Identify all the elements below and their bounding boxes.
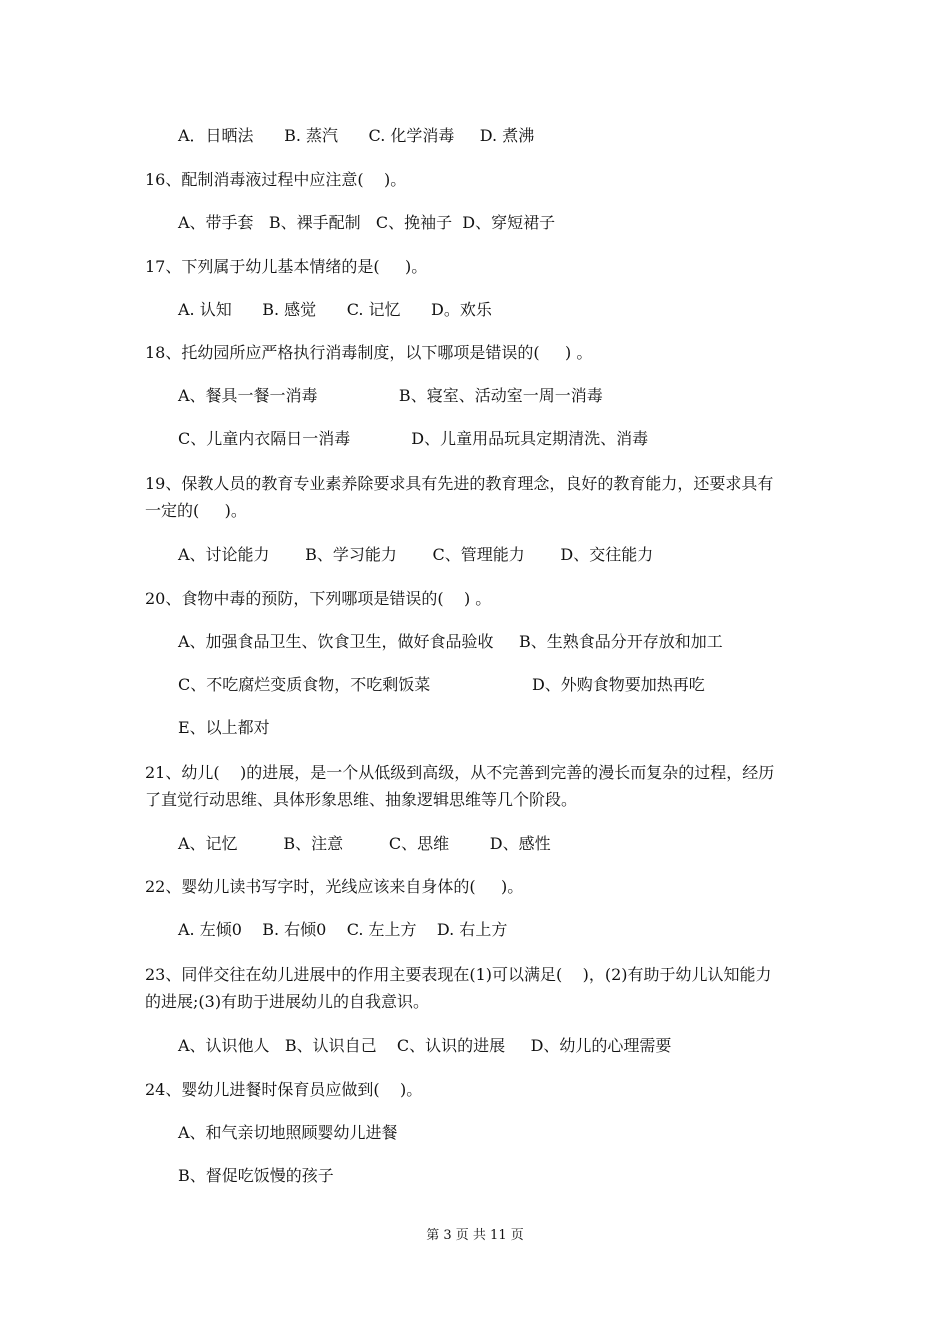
question-text: 的进展;(3)有助于进展幼儿的自我意识。	[145, 992, 430, 1011]
question-text: 23、同伴交往在幼儿进展中的作用主要表现在(1)可以满足( )，(2)有助于幼儿认知能力	[145, 965, 772, 984]
option-line: A、带手套 B、裸手配制 C、挽袖子 D、穿短裙子	[178, 213, 556, 232]
option-line: A. 认知 B. 感觉 C. 记忆 D。欢乐	[178, 300, 492, 319]
question-text: 20、食物中毒的预防，下列哪项是错误的( ) 。	[145, 589, 492, 608]
question-text: 一定的( )。	[145, 501, 247, 520]
option-line: A、餐具一餐一消毒 B、寝室、活动室一周一消毒	[178, 386, 603, 405]
option-line: A、认识他人 B、认识自己 C、认识的进展 D、幼儿的心理需要	[178, 1036, 672, 1055]
option-line: A、讨论能力 B、学习能力 C、管理能力 D、交往能力	[178, 545, 654, 564]
page-footer: 第 3 页 共 11 页	[426, 1228, 524, 1243]
option-line: A、和气亲切地照顾婴幼儿进餐	[178, 1123, 398, 1142]
option-line: A、记忆 B、注意 C、思维 D、感性	[178, 834, 551, 853]
question-text: 了直觉行动思维、具体形象思维、抽象逻辑思维等几个阶段。	[145, 790, 578, 809]
option-line: A．日晒法 B. 蒸汽 C. 化学消毒 D. 煮沸	[178, 126, 535, 145]
option-line: A、加强食品卫生、饮食卫生，做好食品验收 B、生熟食品分开存放和加工	[178, 632, 723, 651]
option-line: B、督促吃饭慢的孩子	[178, 1166, 334, 1185]
question-text: 19、保教人员的教育专业素养除要求具有先进的教育理念，良好的教育能力，还要求具有	[145, 474, 774, 493]
question-text: 17、下列属于幼儿基本情绪的是( )。	[145, 257, 428, 276]
question-text: 22、婴幼儿读书写字时，光线应该来自身体的( )。	[145, 877, 524, 896]
question-text: 16、配制消毒液过程中应注意( )。	[145, 170, 407, 189]
option-line: C、儿童内衣隔日一消毒 D、儿童用品玩具定期清洗、消毒	[178, 429, 649, 448]
question-text: 24、婴幼儿进餐时保育员应做到( )。	[145, 1080, 423, 1099]
option-line: E、以上都对	[178, 718, 270, 737]
option-line: C、不吃腐烂变质食物，不吃剩饭菜 D、外购食物要加热再吃	[178, 675, 705, 694]
option-line: A. 左倾0 B. 右倾0 C. 左上方 D. 右上方	[178, 920, 508, 939]
question-text: 21、幼儿( )的进展，是一个从低级到高级，从不完善到完善的漫长而复杂的过程，经历	[145, 763, 775, 782]
question-text: 18、托幼园所应严格执行消毒制度，以下哪项是错误的( ) 。	[145, 343, 593, 362]
